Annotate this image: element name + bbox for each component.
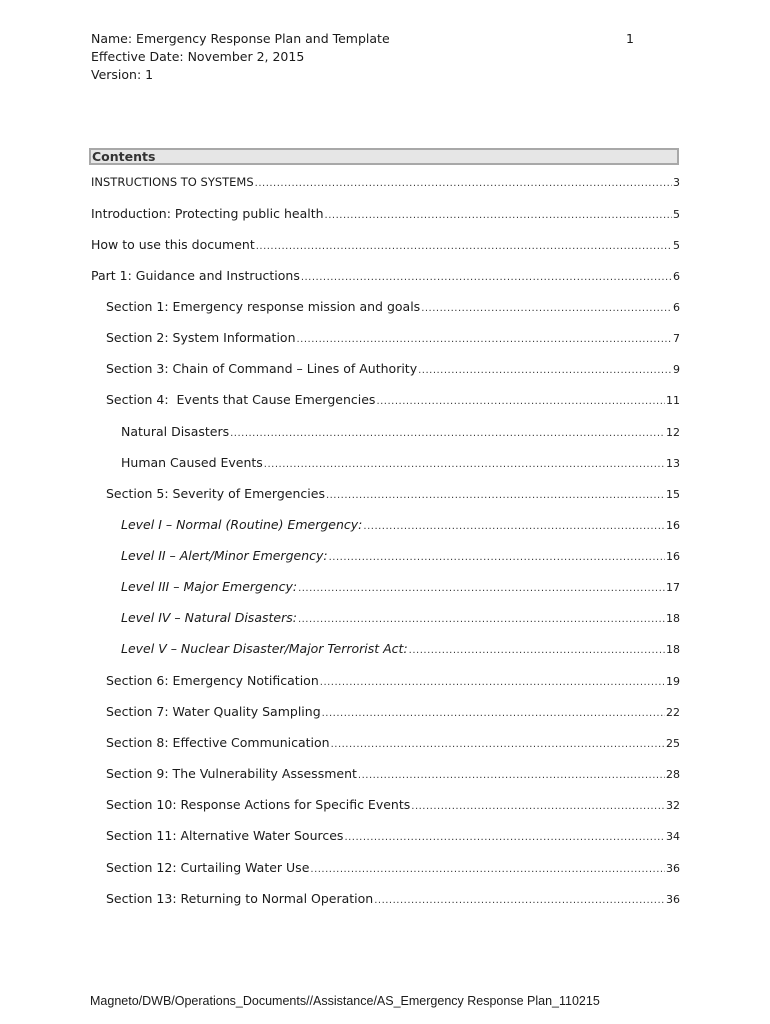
toc-entry-page: 11	[666, 394, 680, 407]
effective-date: Effective Date: November 2, 2015	[91, 49, 305, 64]
toc-entry-page: 15	[666, 488, 680, 501]
toc-leader	[326, 490, 665, 501]
toc-entry-section-1[interactable]	[91, 299, 680, 317]
toc-entry-level-3[interactable]	[91, 579, 680, 597]
toc-leader	[358, 770, 665, 781]
toc-leader	[329, 552, 665, 563]
toc-entry-label: Section 1: Emergency response mission and goals	[106, 299, 421, 314]
toc-entry-page: 6	[673, 301, 680, 314]
toc-entry-section-2[interactable]	[91, 330, 680, 348]
toc-entry-page: 12	[666, 426, 680, 439]
toc-entry-label: Level V – Nuclear Disaster/Major Terrorist Act:	[121, 641, 408, 656]
toc-entry-label: INSTRUCTIONS TO SYSTEMS	[91, 175, 254, 189]
toc-entry-label: Level IV – Natural Disasters:	[121, 610, 297, 625]
toc-leader	[298, 614, 665, 625]
toc-entry-page: 5	[673, 208, 680, 221]
toc-entry-page: 25	[666, 737, 680, 750]
toc-entry-level-5[interactable]	[91, 641, 680, 659]
toc-leader	[264, 459, 665, 470]
toc-entry-human-caused-events[interactable]	[91, 455, 680, 473]
toc-entry-page: 16	[666, 519, 680, 532]
toc-entry-section-12[interactable]	[91, 860, 680, 878]
toc-leader	[297, 334, 673, 345]
document-header	[91, 30, 390, 84]
toc-entry-natural-disasters[interactable]	[91, 424, 680, 442]
toc-leader	[310, 864, 665, 875]
toc-entry-section-7[interactable]	[91, 704, 680, 722]
toc-entry-label: Section 2: System Information	[106, 330, 296, 345]
toc-entry-page: 34	[666, 830, 680, 843]
toc-entry-label: How to use this document	[91, 237, 255, 252]
document-name: Name: Emergency Response Plan and Template	[91, 31, 390, 46]
toc-entry-section-6[interactable]	[91, 673, 680, 691]
toc-entry-section-8[interactable]	[91, 735, 680, 753]
toc-entry-section-10[interactable]	[91, 797, 680, 815]
toc-entry-page: 6	[673, 270, 680, 283]
toc-leader	[376, 396, 665, 407]
toc-entry-page: 36	[666, 862, 680, 875]
toc-leader	[374, 895, 665, 906]
version: Version: 1	[91, 67, 154, 82]
toc-entry-label: Section 3: Chain of Command – Lines of Authority	[106, 361, 418, 376]
toc-entry-section-3[interactable]	[91, 361, 680, 379]
toc-entry-label: Natural Disasters	[121, 424, 230, 439]
toc-entry-label: Section 5: Severity of Emergencies	[106, 486, 325, 501]
toc-entry-label: Level III – Major Emergency:	[121, 579, 298, 594]
toc-entry-section-11[interactable]	[91, 828, 680, 846]
toc-entry-label: Section 10: Response Actions for Specific Events	[106, 797, 411, 812]
toc-entry-page: 18	[666, 612, 680, 625]
toc-entry-label: Section 9: The Vulnerability Assessment	[106, 766, 357, 781]
toc-leader	[320, 677, 665, 688]
toc-entry-page: 36	[666, 893, 680, 906]
toc-entry-page: 17	[666, 581, 680, 594]
document-footer-path: Magneto/DWB/Operations_Documents//Assistance/AS_Emergency Response Plan_110215	[90, 994, 600, 1008]
toc-entry-label: Part 1: Guidance and Instructions	[91, 268, 300, 283]
toc-leader	[421, 303, 672, 314]
contents-heading-box	[89, 148, 679, 165]
toc-entry-label: Section 7: Water Quality Sampling	[106, 704, 321, 719]
toc-entry-label: Section 13: Returning to Normal Operation	[106, 891, 374, 906]
toc-entry-label: Section 4: Events that Cause Emergencies	[106, 392, 376, 407]
toc-leader	[298, 583, 665, 594]
toc-entry-label: Human Caused Events	[121, 455, 263, 470]
toc-leader	[255, 178, 672, 189]
toc-leader	[331, 739, 665, 750]
toc-leader	[325, 210, 672, 221]
toc-entry-page: 18	[666, 643, 680, 656]
toc-entry-how-to-use[interactable]	[91, 237, 680, 255]
toc-entry-page: 16	[666, 550, 680, 563]
toc-entry-page: 9	[673, 363, 680, 376]
toc-entry-level-2[interactable]	[91, 548, 680, 566]
contents-title: Contents	[92, 149, 156, 164]
toc-leader	[344, 832, 665, 843]
toc-entry-label: Section 12: Curtailing Water Use	[106, 860, 310, 875]
toc-entry-label: Section 8: Effective Communication	[106, 735, 330, 750]
page-number: 1	[626, 31, 634, 46]
toc-entry-page: 22	[666, 706, 680, 719]
toc-entry-page: 13	[666, 457, 680, 470]
toc-entry-page: 7	[673, 332, 680, 345]
toc-leader	[256, 241, 672, 252]
toc-entry-introduction[interactable]	[91, 206, 680, 224]
toc-entry-level-1[interactable]	[91, 517, 680, 535]
toc-entry-label: Level I – Normal (Routine) Emergency:	[121, 517, 363, 532]
toc-entry-label: Section 11: Alternative Water Sources	[106, 828, 344, 843]
toc-leader	[418, 365, 672, 376]
toc-entry-part-1[interactable]	[91, 268, 680, 286]
toc-leader	[301, 272, 672, 283]
toc-entry-page: 3	[673, 176, 680, 189]
toc-leader	[230, 428, 665, 439]
toc-leader	[411, 801, 665, 812]
toc-entry-page: 19	[666, 675, 680, 688]
toc-leader	[322, 708, 665, 719]
toc-entry-label: Introduction: Protecting public health	[91, 206, 324, 221]
toc-entry-instructions[interactable]	[91, 175, 680, 193]
toc-leader	[409, 645, 665, 656]
toc-entry-level-4[interactable]	[91, 610, 680, 628]
toc-leader	[363, 521, 665, 532]
toc-entry-section-13[interactable]	[91, 891, 680, 909]
toc-entry-page: 28	[666, 768, 680, 781]
toc-entry-label: Section 6: Emergency Notification	[106, 673, 319, 688]
toc-entry-page: 5	[673, 239, 680, 252]
toc-entry-section-5[interactable]	[91, 486, 680, 504]
toc-entry-section-9[interactable]	[91, 766, 680, 784]
toc-entry-label: Level II – Alert/Minor Emergency:	[121, 548, 328, 563]
toc-entry-page: 32	[666, 799, 680, 812]
toc-entry-section-4[interactable]	[91, 392, 680, 410]
